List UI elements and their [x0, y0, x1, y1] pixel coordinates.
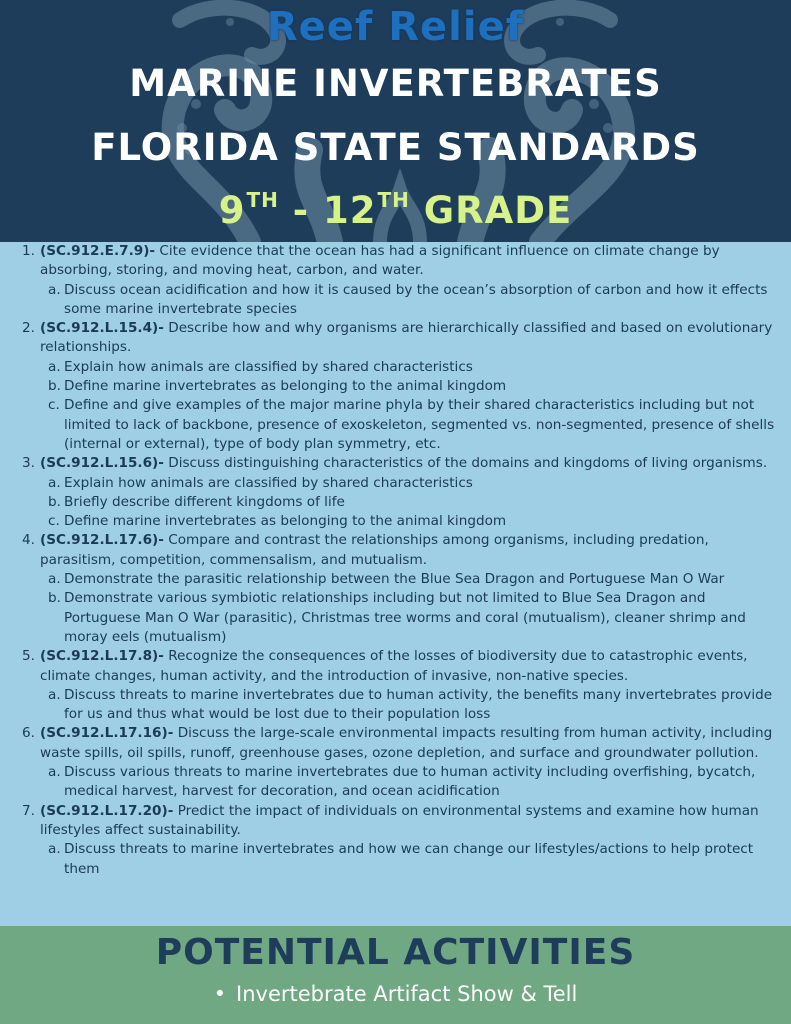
sub-letter: a.: [48, 571, 61, 588]
grade-separator: -: [278, 189, 323, 232]
sub-text: Discuss threats to marine invertebrates and how we can change our lifestyles/actions to help protect them: [64, 841, 754, 877]
standard-text: Cite evidence that the ocean has had a significant influence on climate change by absorbing, storing, and moving heat, carbon, and water.: [40, 243, 720, 279]
sub-letter: c.: [48, 513, 60, 530]
standard-item: [0, 531, 791, 570]
sub-text: Explain how animals are classified by shared characteristics: [64, 474, 473, 491]
standard-text: Discuss distinguishing characteristics of the domains and kingdoms of living organisms.: [163, 455, 768, 472]
standard-number: 5.: [22, 648, 35, 665]
standard-text: Predict the impact of individuals on environmental systems and examine how human lifestyles affect sustainability.: [40, 802, 759, 838]
sub-text: Demonstrate the parasitic relationship between the Blue Sea Dragon and Portuguese Man O War: [64, 571, 725, 588]
standard-number: 3.: [22, 455, 35, 472]
sub-letter: a.: [48, 281, 61, 298]
sub-text: Discuss ocean acidification and how it is caused by the ocean’s absorption of carbon and how it effects some marine invertebrate species: [64, 281, 768, 317]
standard-code: (SC.912.L.17.8)-: [40, 648, 164, 665]
sub-letter: b.: [48, 590, 61, 607]
standards-list: [0, 242, 791, 879]
sub-letter: c.: [48, 397, 60, 414]
activities-heading: POTENTIAL ACTIVITIES: [155, 932, 636, 973]
grade-start-suffix: TH: [246, 188, 279, 212]
sub-letter: a.: [48, 358, 61, 375]
standard-item: [0, 724, 791, 763]
sub-item: [0, 474, 791, 493]
standard-code: (SC.912.L.15.4)-: [40, 320, 164, 337]
grade-label: GRADE: [409, 189, 573, 232]
standard-text: Recognize the consequences of the losses of biodiversity due to catastrophic events, climate changes, human activity, and the introduction of invasive, non-native species.: [40, 648, 748, 684]
page-title-line-2: FLORIDA STATE STANDARDS: [91, 126, 700, 169]
brand-logo-text: Reef Relief: [266, 4, 525, 50]
grade-end-suffix: TH: [377, 188, 410, 212]
grade-end: 12: [323, 189, 377, 232]
standard-number: 2.: [22, 320, 35, 337]
standard-text: Discuss the large-scale environmental impacts resulting from human activity, including waste spills, oil spills, runoff, greenhouse gases, ozone depletion, and surface and groundwater pollution.: [40, 725, 773, 761]
sub-letter: a.: [48, 474, 61, 491]
sub-item: [0, 396, 791, 454]
activity-item: Invertebrate Artifact Show & Tell: [236, 982, 578, 1006]
sub-text: Define and give examples of the major marine phyla by their shared characteristics including but not limited to lack of backbone, presence of exoskeleton, segmented vs. non-segmented, presence of shells (internal or external), type of body plan symmetry, etc.: [64, 397, 775, 452]
sub-text: Demonstrate various symbiotic relationships including but not limited to Blue Sea Dragon and Portuguese Man O War (parasitic), Christmas tree worms and coral (mutualism), cleaner shrimp and moray eels (mutualism): [64, 590, 746, 645]
sub-item: [0, 358, 791, 377]
standard-code: (SC.912.E.7.9)-: [40, 243, 156, 259]
page-title-line-1: MARINE INVERTEBRATES: [129, 62, 662, 105]
standard-item: [0, 319, 791, 358]
grade-start: 9: [218, 189, 246, 232]
standard-number: 7.: [22, 802, 35, 819]
standard-code: (SC.912.L.17.6)-: [40, 532, 164, 549]
sub-item: [0, 840, 791, 879]
header-banner: [0, 0, 791, 242]
standard-number: 1.: [22, 243, 35, 259]
sub-item: [0, 512, 791, 531]
sub-item: [0, 377, 791, 396]
sub-item: [0, 589, 791, 647]
standards-section: [0, 242, 791, 926]
standard-item: [0, 454, 791, 473]
sub-text: Briefly describe different kingdoms of life: [64, 493, 345, 510]
bullet-icon: •: [213, 982, 227, 1006]
sub-letter: a.: [48, 841, 61, 858]
standard-item: [0, 802, 791, 841]
sub-letter: a.: [48, 686, 61, 703]
potential-activities-section: [0, 926, 791, 1024]
sub-item: [0, 281, 791, 320]
sub-text: Define marine invertebrates as belonging to the animal kingdom: [64, 513, 507, 530]
sub-item: [0, 686, 791, 725]
standard-item: [0, 242, 791, 281]
standard-number: 4.: [22, 532, 35, 549]
standard-number: 6.: [22, 725, 35, 742]
standard-item: [0, 647, 791, 686]
sub-text: Discuss various threats to marine invertebrates due to human activity including overfishing, bycatch, medical harvest, harvest for decoration, and ocean acidification: [64, 764, 756, 800]
activity-list: [0, 982, 791, 1006]
sub-text: Define marine invertebrates as belonging to the animal kingdom: [64, 378, 507, 395]
sub-letter: b.: [48, 493, 61, 510]
sub-item: [0, 763, 791, 802]
grade-range: [0, 188, 791, 232]
standard-text: Compare and contrast the relationships among organisms, including predation, parasitism, competition, commensalism, and mutualism.: [40, 532, 709, 568]
standard-code: (SC.912.L.17.20)-: [40, 802, 174, 819]
standard-text: Describe how and why organisms are hierarchically classified and based on evolutionary relationships.: [40, 320, 773, 356]
sub-letter: b.: [48, 378, 61, 395]
sub-item: [0, 570, 791, 589]
standard-code: (SC.912.L.15.6)-: [40, 455, 164, 472]
standard-code: (SC.912.L.17.16)-: [40, 725, 174, 742]
sub-text: Explain how animals are classified by shared characteristics: [64, 358, 473, 375]
sub-item: [0, 493, 791, 512]
sub-letter: a.: [48, 764, 61, 781]
sub-text: Discuss threats to marine invertebrates due to human activity, the benefits many invertebrates provide for us and thus what would be lost due to their population loss: [64, 686, 773, 723]
